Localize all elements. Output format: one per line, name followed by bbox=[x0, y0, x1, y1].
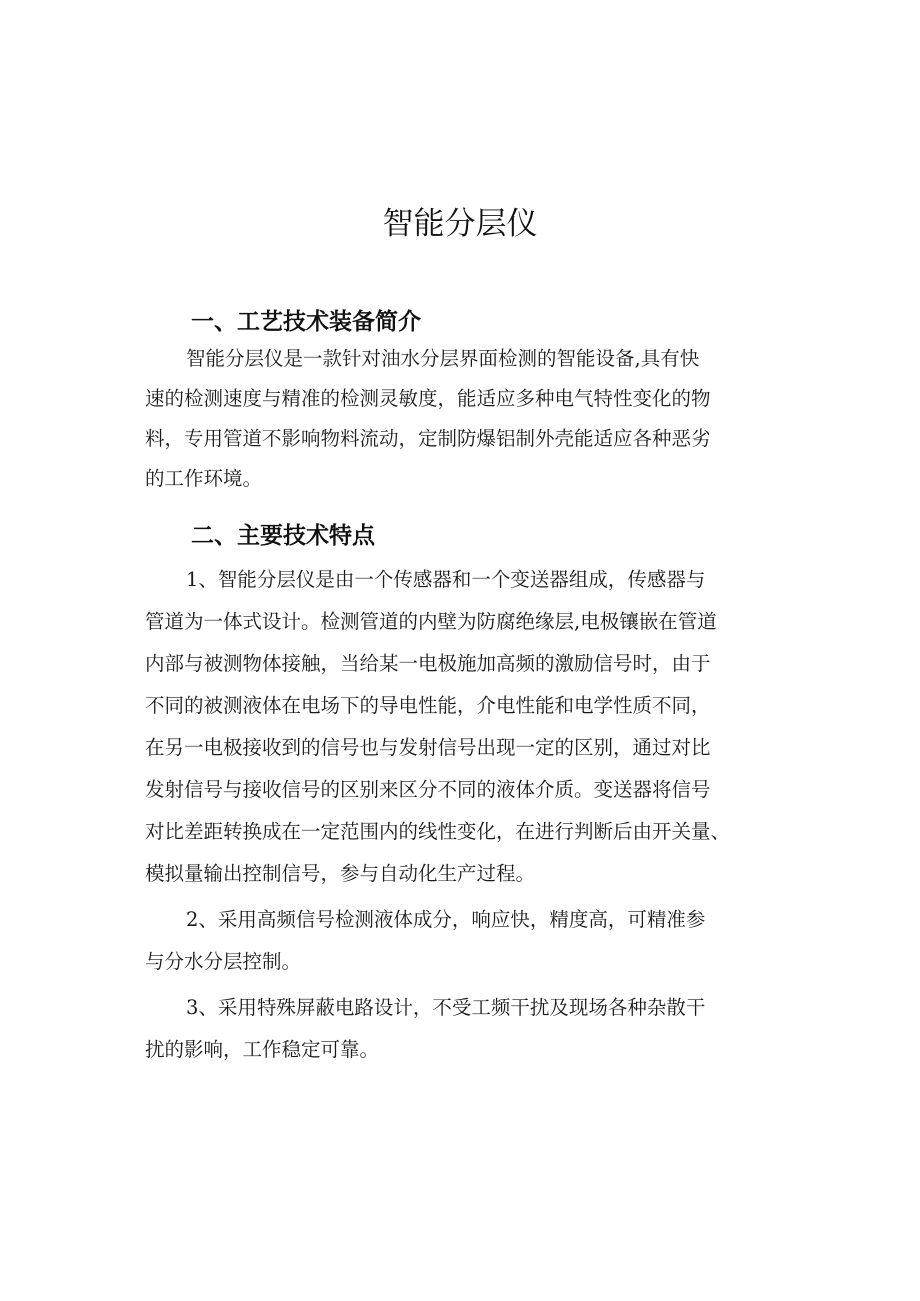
paragraph-line: 发射信号与接收信号的区别来区分不同的液体介质。变送器将信号 bbox=[145, 778, 711, 801]
paragraph-line: 与分水分层控制。 bbox=[145, 950, 302, 973]
paragraph-line: 扰的影响，工作稳定可靠。 bbox=[145, 1038, 380, 1061]
paragraph-line: 速的检测速度与精准的检测灵敏度，能适应多种电气特性变化的物 bbox=[145, 387, 711, 410]
paragraph-line: 3、采用特殊屏蔽电路设计，不受工频干扰及现场各种杂散干 bbox=[186, 996, 706, 1019]
paragraph-line: 管道为一体式设计。检测管道的内壁为防腐绝缘层,电极镶嵌在管道 bbox=[145, 610, 717, 633]
paragraph-line: 在另一电极接收到的信号也与发射信号出现一定的区别，通过对比 bbox=[145, 736, 711, 759]
paragraph-line: 1、智能分层仪是由一个传感器和一个变送器组成，传感器与 bbox=[186, 568, 706, 591]
paragraph-line: 智能分层仪是一款针对油水分层界面检测的智能设备,具有快 bbox=[186, 347, 700, 370]
section-heading-intro: 一、工艺技术装备简介 bbox=[191, 309, 421, 335]
section-heading-features: 二、主要技术特点 bbox=[191, 523, 375, 549]
paragraph-line: 模拟量输出控制信号，参与自动化生产过程。 bbox=[145, 862, 536, 885]
paragraph-line: 不同的被测液体在电场下的导电性能，介电性能和电学性质不同， bbox=[145, 694, 711, 717]
paragraph-line: 内部与被测物体接触，当给某一电极施加高频的激励信号时，由于 bbox=[145, 652, 711, 675]
paragraph-line: 对比差距转换成在一定范围内的线性变化，在进行判断后由开关量、 bbox=[145, 820, 731, 843]
paragraph-line: 2、采用高频信号检测液体成分，响应快，精度高，可精准参 bbox=[186, 908, 706, 931]
paragraph-line: 的工作环境。 bbox=[145, 467, 263, 490]
document-title: 智能分层仪 bbox=[382, 206, 538, 242]
paragraph-line: 料，专用管道不影响物料流动，定制防爆铝制外壳能适应各种恶劣 bbox=[145, 427, 711, 450]
